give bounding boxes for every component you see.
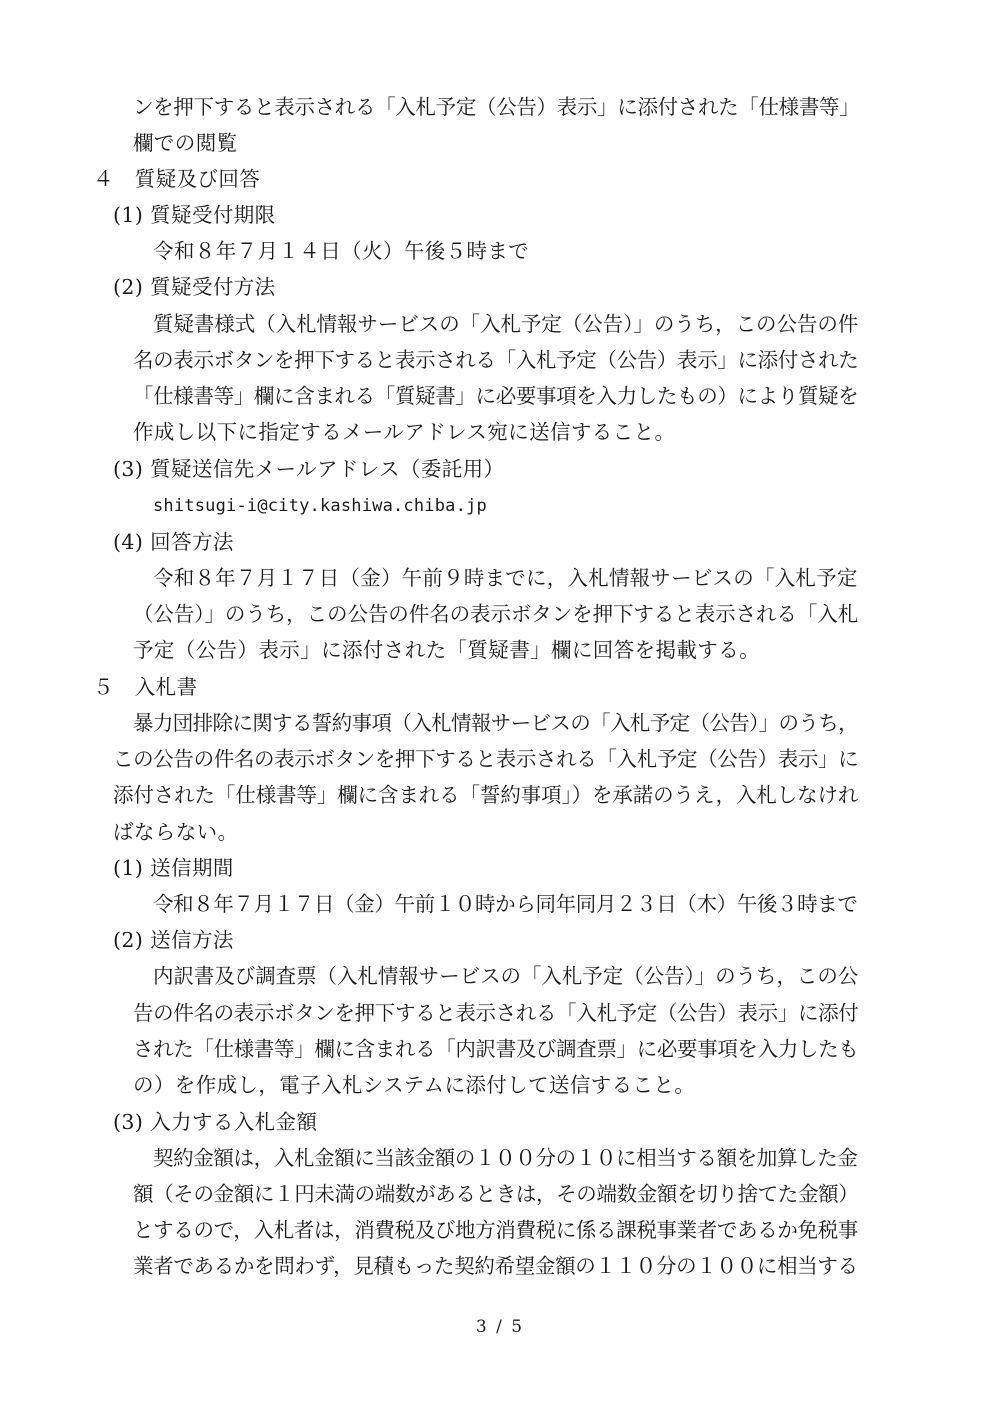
subsection-heading: (3) 質疑送信先メールアドレス（委託用） [113,457,505,481]
subsection-heading: (1) 質疑受付期限 [113,203,276,227]
body-text-line: 業者であるかを問わず，見積もった契約希望金額の１１０分の１００に相当する [133,1254,858,1278]
body-text-line: 令和８年７月１７日（金）午前９時までに，入札情報サービスの「入札予定 [153,566,858,590]
body-text-line: 質疑書様式（入札情報サービスの「入札予定（公告）」のうち，この公告の件 [153,312,859,336]
page-number: 3 / 5 [475,1317,525,1337]
subsection-heading: (4) 回答方法 [113,530,234,554]
subsection-heading: (1) 送信期間 [113,856,234,880]
body-text-line: 額（その金額に１円未満の端数があるときは，その端数金額を切り捨てた金額） [133,1182,859,1206]
body-text-line: ばならない。 [113,820,239,844]
subsection-heading: (2) 質疑受付方法 [113,275,276,299]
body-text-line: 予定（公告）表示」に添付された「質疑書」欄に回答を掲載する。 [133,638,760,662]
section-heading: ４ 質疑及び回答 [93,167,261,191]
body-text-line: された「仕様書等」欄に含まれる「内訳書及び調査票」に必要事項を入力したも [133,1037,859,1061]
body-text-line: の）を作成し，電子入札システムに添付して送信すること。 [133,1073,696,1097]
body-text-line: とするので，入札者は，消費税及び地方消費税に係る課税事業者であるか免税事 [133,1218,858,1242]
section-heading: ５ 入札書 [93,675,198,699]
body-text-line: 暴力団排除に関する誓約事項（入札情報サービスの「入札予定（公告）」のうち， [133,711,859,735]
body-text-line: 欄での閲覧 [133,131,238,155]
subsection-heading: (3) 入力する入札金額 [113,1110,318,1134]
body-text-line: 契約金額は，入札金額に当該金額の１００分の１０に相当する額を加算した金 [153,1146,858,1170]
body-text-line: ンを押下すると表示される「入札予定（公告）表示」に添付された「仕様書等」 [133,95,860,119]
body-text-line: この公告の件名の表示ボタンを押下すると表示される「入札予定（公告）表示」に [113,747,859,771]
body-text-line: （公告）」のうち，この公告の件名の表示ボタンを押下すると表示される「入札 [133,602,859,626]
body-text-line: 令和８年７月１７日（金）午前１０時から同年同月２３日（木）午後３時まで [153,892,858,916]
email-address: shitsugi-i@city.kashiwa.chiba.jp [153,496,487,516]
body-text-line: 「仕様書等」欄に含まれる「質疑書」に必要事項を入力したもの）により質疑を [133,384,859,408]
body-text-line: 添付された「仕様書等」欄に含まれる「誓約事項」）を承諾のうえ，入札しなけれ [113,783,859,807]
body-text-line: 告の件名の表示ボタンを押下すると表示される「入札予定（公告）表示」に添付 [133,1001,859,1025]
body-text-line: 令和８年７月１４日（火）午後５時まで [153,239,530,263]
body-text-line: 内訳書及び調査票（入札情報サービスの「入札予定（公告）」のうち，この公 [153,964,859,988]
subsection-heading: (2) 送信方法 [113,928,234,952]
body-text-line: 作成し以下に指定するメールアドレス宛に送信すること。 [133,420,676,444]
body-text-line: 名の表示ボタンを押下すると表示される「入札予定（公告）表示」に添付された [133,348,859,372]
